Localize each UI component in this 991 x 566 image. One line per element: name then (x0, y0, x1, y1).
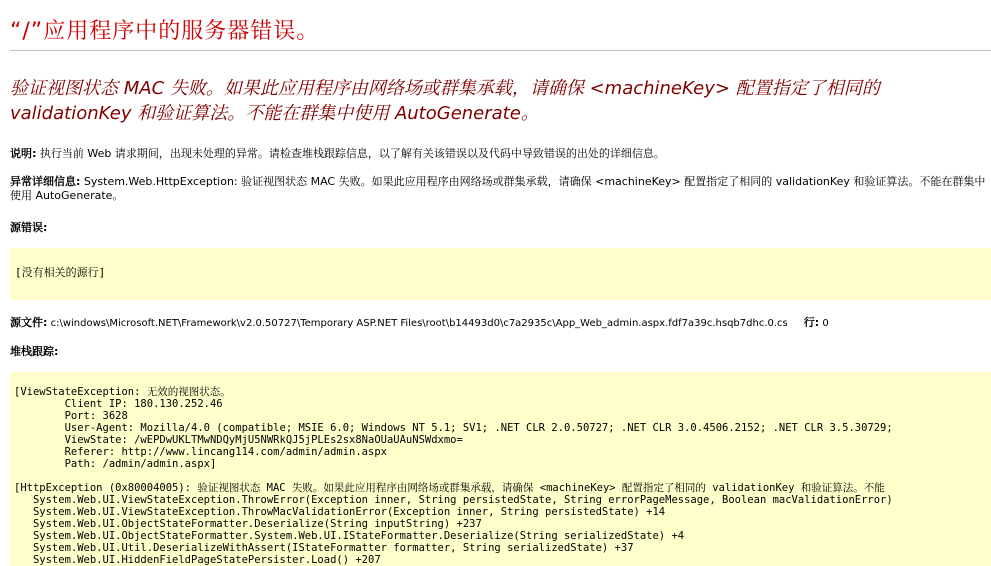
stack-trace-line: System.Web.UI.ObjectStateFormatter.System.Web.UI.IStateFormatter.Deserialize(String serializedState) +4 (14, 530, 685, 542)
page-title: “/”应用程序中的服务器错误。 (10, 19, 320, 44)
line-value: 0 (819, 318, 829, 329)
stack-trace-line: [ViewStateException: 无效的视图状态。 (14, 386, 231, 398)
source-error-box (10, 248, 991, 300)
description-label: 说明: (10, 147, 37, 160)
stack-trace-line: System.Web.UI.ViewStateException.ThrowError(Exception inner, String persistedState, String errorPageMessage, Boolean macValidationError) (14, 494, 893, 506)
line-label: 行: (803, 316, 820, 329)
source-file-path: c:\windows\Microsoft.NET\Framework\v2.0.50727\Temporary ASP.NET Files\root\b14493d0\c7a2935c\App_Web_admin.aspx.fdf7a39c.hsqb7dhc.0.cs (47, 318, 788, 329)
title-divider (10, 50, 991, 51)
source-file-label: 源文件: (10, 316, 48, 329)
stack-trace-line (14, 470, 893, 482)
stack-trace-label: 堆栈跟踪: (10, 345, 59, 358)
source-error-label: 源错误: (10, 221, 48, 234)
stack-trace-box (10, 372, 991, 566)
stack-trace-line: System.Web.UI.HiddenFieldPageStatePersister.Load() +207 (14, 554, 381, 566)
stack-trace-line: System.Web.UI.Util.DeserializeWithAssert(IStateFormatter formatter, String serializedState) +37 (14, 542, 634, 554)
description-line (10, 147, 665, 161)
stack-trace-line: User-Agent: Mozilla/4.0 (compatible; MSIE 6.0; Windows NT 5.1; SV1; .NET CLR 2.0.50727; .NET CLR 3.0.4506.2152; .NET CLR 3.5.30729; (14, 422, 893, 434)
stack-trace-text (14, 386, 893, 566)
stack-trace-line: System.Web.UI.ViewStateException.ThrowMacValidationError(Exception inner, String persistedState) +14 (14, 506, 666, 518)
source-error-text: [没有相关的源行] (15, 266, 106, 279)
error-heading: 验证视图状态 MAC 失败。如果此应用程序由网络场或群集承载，请确保 <machineKey> 配置指定了相同的 validationKey 和验证算法。不能在群集中使用 AutoGenerate。 (10, 78, 880, 124)
stack-trace-line: Referer: http://www.lincang114.com/admin/admin.aspx (14, 446, 387, 458)
source-file-line (10, 314, 829, 330)
exception-details-text: System.Web.HttpException: 验证视图状态 MAC 失败。如果此应用程序由网络场或群集承载，请确保 <machineKey> 配置指定了相同的 validationKey 和验证算法。不能在群集中使用 AutoGenerate。 (10, 175, 986, 202)
stack-trace-line: ViewState: /wEPDwUKLTMwNDQyMjU5NWRkQJ5jPLEs2sx8NaOUaUAuNSWdxmo= (14, 434, 463, 446)
stack-trace-line: [HttpException (0x80004005): 验证视图状态 MAC 失败。如果此应用程序由网络场或群集承载，请确保 <machineKey> 配置指定了相同的 validationKey 和验证算法。不能 (14, 482, 885, 494)
exception-details-label: 异常详细信息: (10, 175, 81, 188)
stack-trace-line: Port: 3628 (14, 410, 128, 422)
description-text: 执行当前 Web 请求期间，出现未处理的异常。请检查堆栈跟踪信息，以了解有关该错误以及代码中导致错误的出处的详细信息。 (36, 147, 665, 160)
exception-details (10, 175, 991, 203)
stack-trace-line: System.Web.UI.ObjectStateFormatter.Deserialize(String inputString) +237 (14, 518, 482, 530)
stack-trace-line: Path: /admin/admin.aspx] (14, 458, 217, 470)
stack-trace-line: Client IP: 180.130.252.46 (14, 398, 223, 410)
